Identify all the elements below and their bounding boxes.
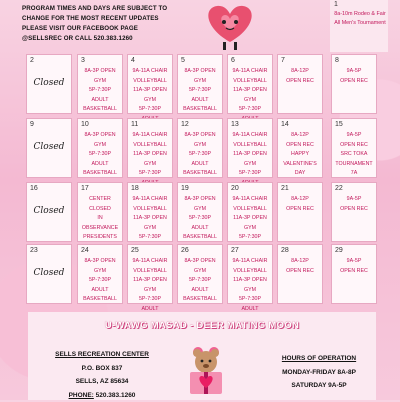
closed-label: Closed	[29, 207, 69, 217]
day-number: 19	[181, 185, 189, 192]
day-number: 11	[131, 121, 138, 128]
day-events: 9A-5P OPEN REC SRC TOKA TOURNAMENT 7A	[334, 131, 374, 179]
center-name: SELLS RECREATION CENTER	[42, 348, 162, 362]
calendar-day-5	[177, 54, 223, 114]
day-events: CENTER CLOSED IN OBSERVANCE PRESIDENTS	[80, 195, 120, 253]
day-number: 8	[335, 57, 339, 64]
day-number: 15	[335, 121, 343, 128]
hours-block	[264, 352, 374, 393]
day-number: 13	[231, 121, 239, 128]
day-number: 28	[281, 247, 289, 254]
page-footer	[28, 312, 376, 400]
day-number: 21	[281, 185, 289, 192]
day-number: 24	[81, 247, 89, 254]
month-title: U-WAWG MASAD - DEER MATING MOON	[28, 320, 376, 331]
calendar-day-3	[77, 54, 123, 114]
calendar-day-24	[77, 244, 123, 304]
calendar-day-15	[331, 118, 377, 178]
phone-label: PHONE:	[69, 392, 94, 399]
day-number: 5	[181, 57, 185, 64]
day-events: 9A-11A CHAIR VOLLEYBALL 11A-3P OPEN GYM 5P-7:30P	[230, 195, 270, 262]
calendar-day-16	[26, 182, 72, 242]
day-number: 25	[131, 247, 139, 254]
day-number: 3	[81, 57, 85, 64]
day-events: 9A-5P OPEN REC	[334, 67, 374, 86]
calendar-day-19	[177, 182, 223, 242]
day-events: 8A-12P OPEN REC HAPPY VALENTINE'S DAY	[280, 131, 320, 179]
notice-line-3: PLEASE VISIT OUR FACEBOOK PAGE	[22, 25, 138, 32]
calendar-day-13	[227, 118, 273, 178]
day-events: 8a-10m Rodeo & Fair All Men's Tournament	[334, 10, 386, 28]
calendar-day-28	[277, 244, 323, 304]
notice-line-1: PROGRAM TIMES AND DAYS ARE SUBJECT TO	[22, 5, 167, 12]
day-number: 26	[181, 247, 189, 254]
day-events: 8A-3P OPEN GYM 5P-7:30P ADULT BASKETBALL	[80, 67, 120, 115]
day-events: 9A-11A CHAIR VOLLEYBALL 11A-3P OPEN GYM 5P-7:30P	[130, 195, 170, 262]
day-number: 17	[81, 185, 89, 192]
day-events: 8A-12P OPEN REC	[280, 257, 320, 276]
notice-line-2: CHANGE FOR THE MOST RECENT UPDATES	[22, 15, 159, 22]
day-number: 29	[335, 247, 343, 254]
calendar-day-20	[227, 182, 273, 242]
calendar-day-2	[26, 54, 72, 114]
day-number: 22	[335, 185, 343, 192]
day-events: 9A-11A CHAIR VOLLEYBALL 11A-3P OPEN GYM 5P-7:30P	[130, 67, 170, 134]
address-block	[42, 348, 162, 402]
calendar-day-26	[177, 244, 223, 304]
day-events: 8A-12P OPEN REC	[280, 195, 320, 214]
day-number: 6	[231, 57, 235, 64]
day-number: 9	[30, 121, 34, 128]
hours-saturday: SATURDAY 9A-5P	[264, 379, 374, 393]
calendar-day-7	[277, 54, 323, 114]
day-number: 23	[30, 247, 38, 254]
day-events: 9A-11A CHAIR VOLLEYBALL 11A-3P OPEN GYM 5P-7:30P	[130, 131, 170, 198]
closed-label: Closed	[29, 79, 69, 89]
calendar-day-1	[330, 0, 388, 52]
calendar-day-22	[331, 182, 377, 242]
day-events: 9A-11A CHAIR VOLLEYBALL 11A-3P OPEN GYM 5P-7:30P ADULT	[230, 257, 270, 324]
calendar-day-8	[331, 54, 377, 114]
calendar-day-14	[277, 118, 323, 178]
hours-weekday: MONDAY-FRIDAY 8A-8P	[264, 366, 374, 380]
calendar-day-21	[277, 182, 323, 242]
heart-mascot-icon	[195, 0, 265, 52]
calendar-day-18	[127, 182, 173, 242]
day-number: 7	[281, 57, 285, 64]
day-number: 12	[181, 121, 189, 128]
day-events: 8A-3P OPEN GYM 5P-7:30P ADULT BASKETBALL	[180, 257, 220, 305]
calendar-day-12	[177, 118, 223, 178]
day-number: 14	[281, 121, 289, 128]
phone-number: 520.383.1260	[96, 392, 136, 399]
bear-gift-icon	[178, 342, 234, 398]
day-number: 20	[231, 185, 239, 192]
day-number: 18	[131, 185, 139, 192]
notice-line-4: @SELLSREC OR CALL 520.383.1260	[22, 35, 133, 42]
po-box: P.O. BOX 837	[42, 362, 162, 376]
day-events: 9A-11A CHAIR VOLLEYBALL 11A-3P OPEN GYM 5P-7:30P	[230, 131, 270, 198]
day-events: 8A-12P OPEN REC	[280, 67, 320, 86]
day-events: 8A-3P OPEN GYM 5P-7:30P ADULT BASKETBALL	[180, 67, 220, 115]
calendar-day-10	[77, 118, 123, 178]
day-number: 1	[334, 1, 338, 8]
city-line: SELLS, AZ 85634	[42, 375, 162, 389]
calendar-day-6	[227, 54, 273, 114]
day-events: 8A-3P OPEN GYM 5P-7:30P ADULT BASKETBALL	[80, 131, 120, 179]
closed-label: Closed	[29, 269, 69, 279]
calendar-day-11	[127, 118, 173, 178]
calendar-day-29	[331, 244, 377, 304]
day-number: 16	[30, 185, 38, 192]
page-header	[0, 0, 400, 52]
day-events: 8A-3P OPEN GYM 5P-7:30P ADULT BASKETBALL	[180, 195, 220, 243]
day-number: 27	[231, 247, 239, 254]
calendar-day-9	[26, 118, 72, 178]
day-number: 10	[81, 121, 89, 128]
day-events: 8A-3P OPEN GYM 5P-7:30P ADULT BASKETBALL	[180, 131, 220, 179]
hours-label: HOURS OF OPERATION	[264, 352, 374, 366]
day-number: 4	[131, 57, 135, 64]
day-events: 9A-5P OPEN REC	[334, 257, 374, 276]
day-events: 8A-3P OPEN GYM 5P-7:30P ADULT BASKETBALL	[80, 257, 120, 305]
calendar-day-27	[227, 244, 273, 304]
day-events: 9A-11A CHAIR VOLLEYBALL 11A-3P OPEN GYM 5P-7:30P ADULT	[130, 257, 170, 324]
calendar-day-17	[77, 182, 123, 242]
calendar-day-23	[26, 244, 72, 304]
calendar-day-25	[127, 244, 173, 304]
closed-label: Closed	[29, 143, 69, 153]
day-number: 2	[30, 57, 34, 64]
day-events: 9A-11A CHAIR VOLLEYBALL 11A-3P OPEN GYM 5P-7:30P	[230, 67, 270, 134]
calendar-day-4	[127, 54, 173, 114]
day-events: 9A-5P OPEN REC	[334, 195, 374, 214]
